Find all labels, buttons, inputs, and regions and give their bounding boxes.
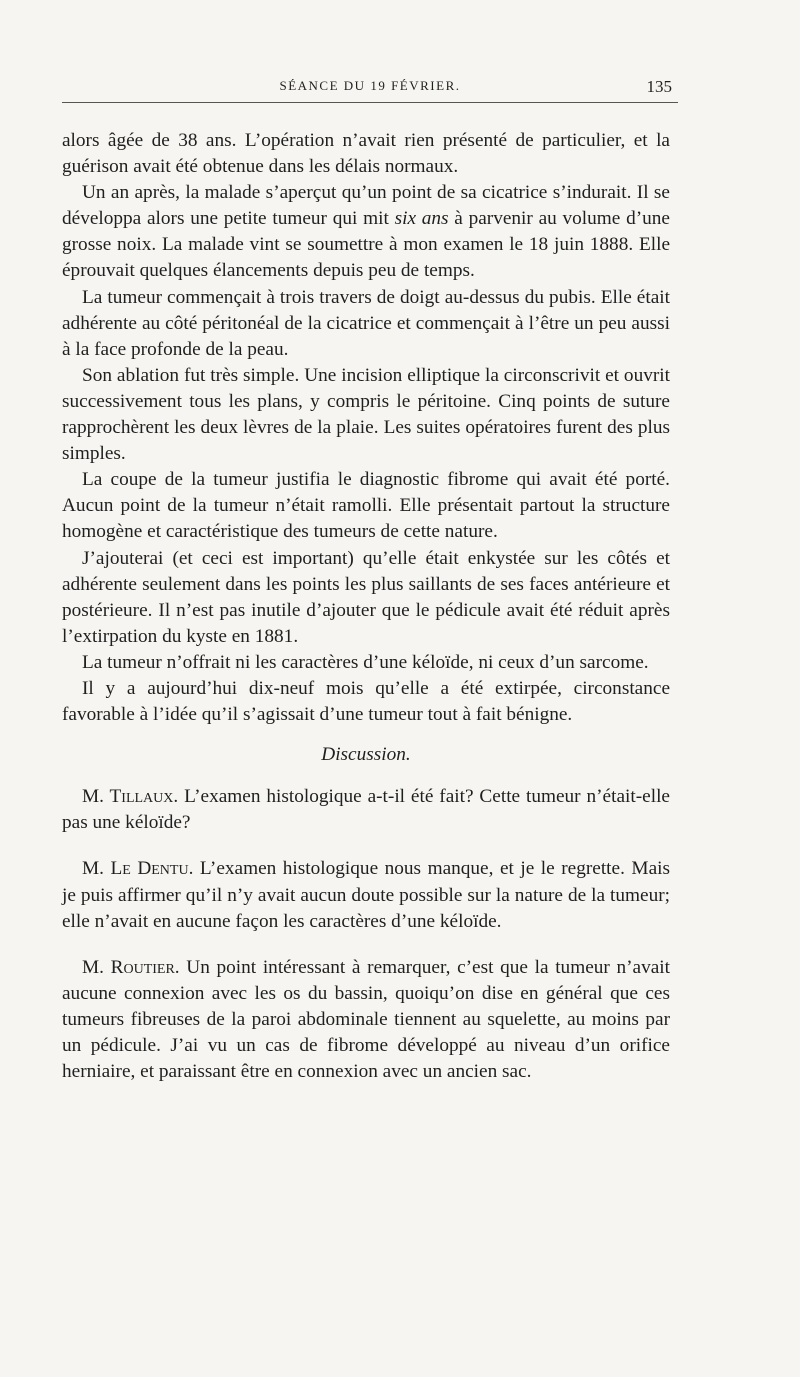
- speaker-name: M. Tillaux.: [82, 786, 179, 808]
- discussion-text: L’examen histologique nous manque, et je le regrette. Mais je puis affirmer qu’il n’y avait aucun doute possible sur la nature de la tumeur; elle n’avait en aucune façon les caractères d’une kéloïde.: [62, 858, 670, 932]
- discussion-entry: [62, 856, 670, 934]
- paragraph-tumor-growth: [62, 180, 670, 284]
- page-body: [62, 128, 670, 1085]
- paragraph-benign: Il y a aujourd’hui dix-neuf mois qu’elle a été extirpée, circonstance favorable à l’idée qu’il s’agissait d’une tumeur tout à fait bénigne.: [62, 677, 670, 726]
- speaker-name: M. Routier.: [82, 956, 180, 978]
- discussion-text: Un point intéressant à remarquer, c’est que la tumeur n’avait aucune connexion avec les os du bassin, quoiqu’on dise en général que ces tumeurs fibreuses de la paroi abdominale tiennent au squelette, au moins par un pédicule. J’ai vu un cas de fibrome développé au niveau d’un orifice herniaire, et paraissant être en connexion avec un ancien sac.: [62, 956, 670, 1083]
- page-header: [62, 78, 678, 103]
- running-head: SÉANCE DU 19 FÉVRIER.: [279, 78, 461, 93]
- discussion-entry: [62, 784, 670, 836]
- speaker-name: M. Le Dentu.: [82, 858, 194, 880]
- paragraph-text: Un an après, la malade s’aperçut qu’un point de sa cicatrice s’indurait. Il se développa alors une petite tumeur qui mit: [62, 182, 670, 230]
- paragraph-enkysted: J’ajouterai (et ceci est important) qu’elle était enkystée sur les côtés et adhérente seulement dans les points les plus saillants de ses faces antérieure et postérieure. Il n’est pas inutile d’ajouter que le pédicule avait été réduit après l’extirpation du kyste en 1881.: [62, 547, 670, 647]
- page-number: 135: [646, 77, 672, 96]
- discussion-heading: Discussion.: [321, 744, 411, 766]
- discussion-text: L’examen histologique a-t-il été fait? Cette tumeur n’était-elle pas une kéloïde?: [62, 786, 670, 834]
- emphasis-six-ans: six ans: [394, 208, 449, 230]
- paragraph-ablation: Son ablation fut très simple. Une incision elliptique la circonscrivit et ouvrit successivement tous les plans, y compris le péritoine. Cinq points de suture rapprochèrent les deux lèvres de la plaie. Les suites opératoires furent des plus simples.: [62, 364, 670, 465]
- paragraph-continuation: alors âgée de 38 ans. L’opération n’avait rien présenté de particulier, et la guérison avait été obtenue dans les délais normaux.: [62, 130, 670, 178]
- paragraph-diagnosis: La coupe de la tumeur justifia le diagnostic fibrome qui avait été porté. Aucun point de la tumeur n’était ramolli. Elle présentait partout la structure homogène et caractéristique des tumeurs de cette nature.: [62, 469, 670, 543]
- paragraph-not-keloid: La tumeur n’offrait ni les caractères d’une kéloïde, ni ceux d’un sarcome.: [82, 651, 649, 673]
- paragraph-location: La tumeur commençait à trois travers de doigt au-dessus du pubis. Elle était adhérente au côté péritonéal de la cicatrice et commençait à l’être un peu aussi à la face profonde de la peau.: [62, 286, 670, 360]
- discussion-entry: [62, 955, 670, 1085]
- paragraph-text: à parvenir au volume d’une grosse noix. La malade vint se soumettre à mon examen le 18 juin 1888. Elle éprouvait quelques élancements depuis peu de temps.: [62, 208, 670, 282]
